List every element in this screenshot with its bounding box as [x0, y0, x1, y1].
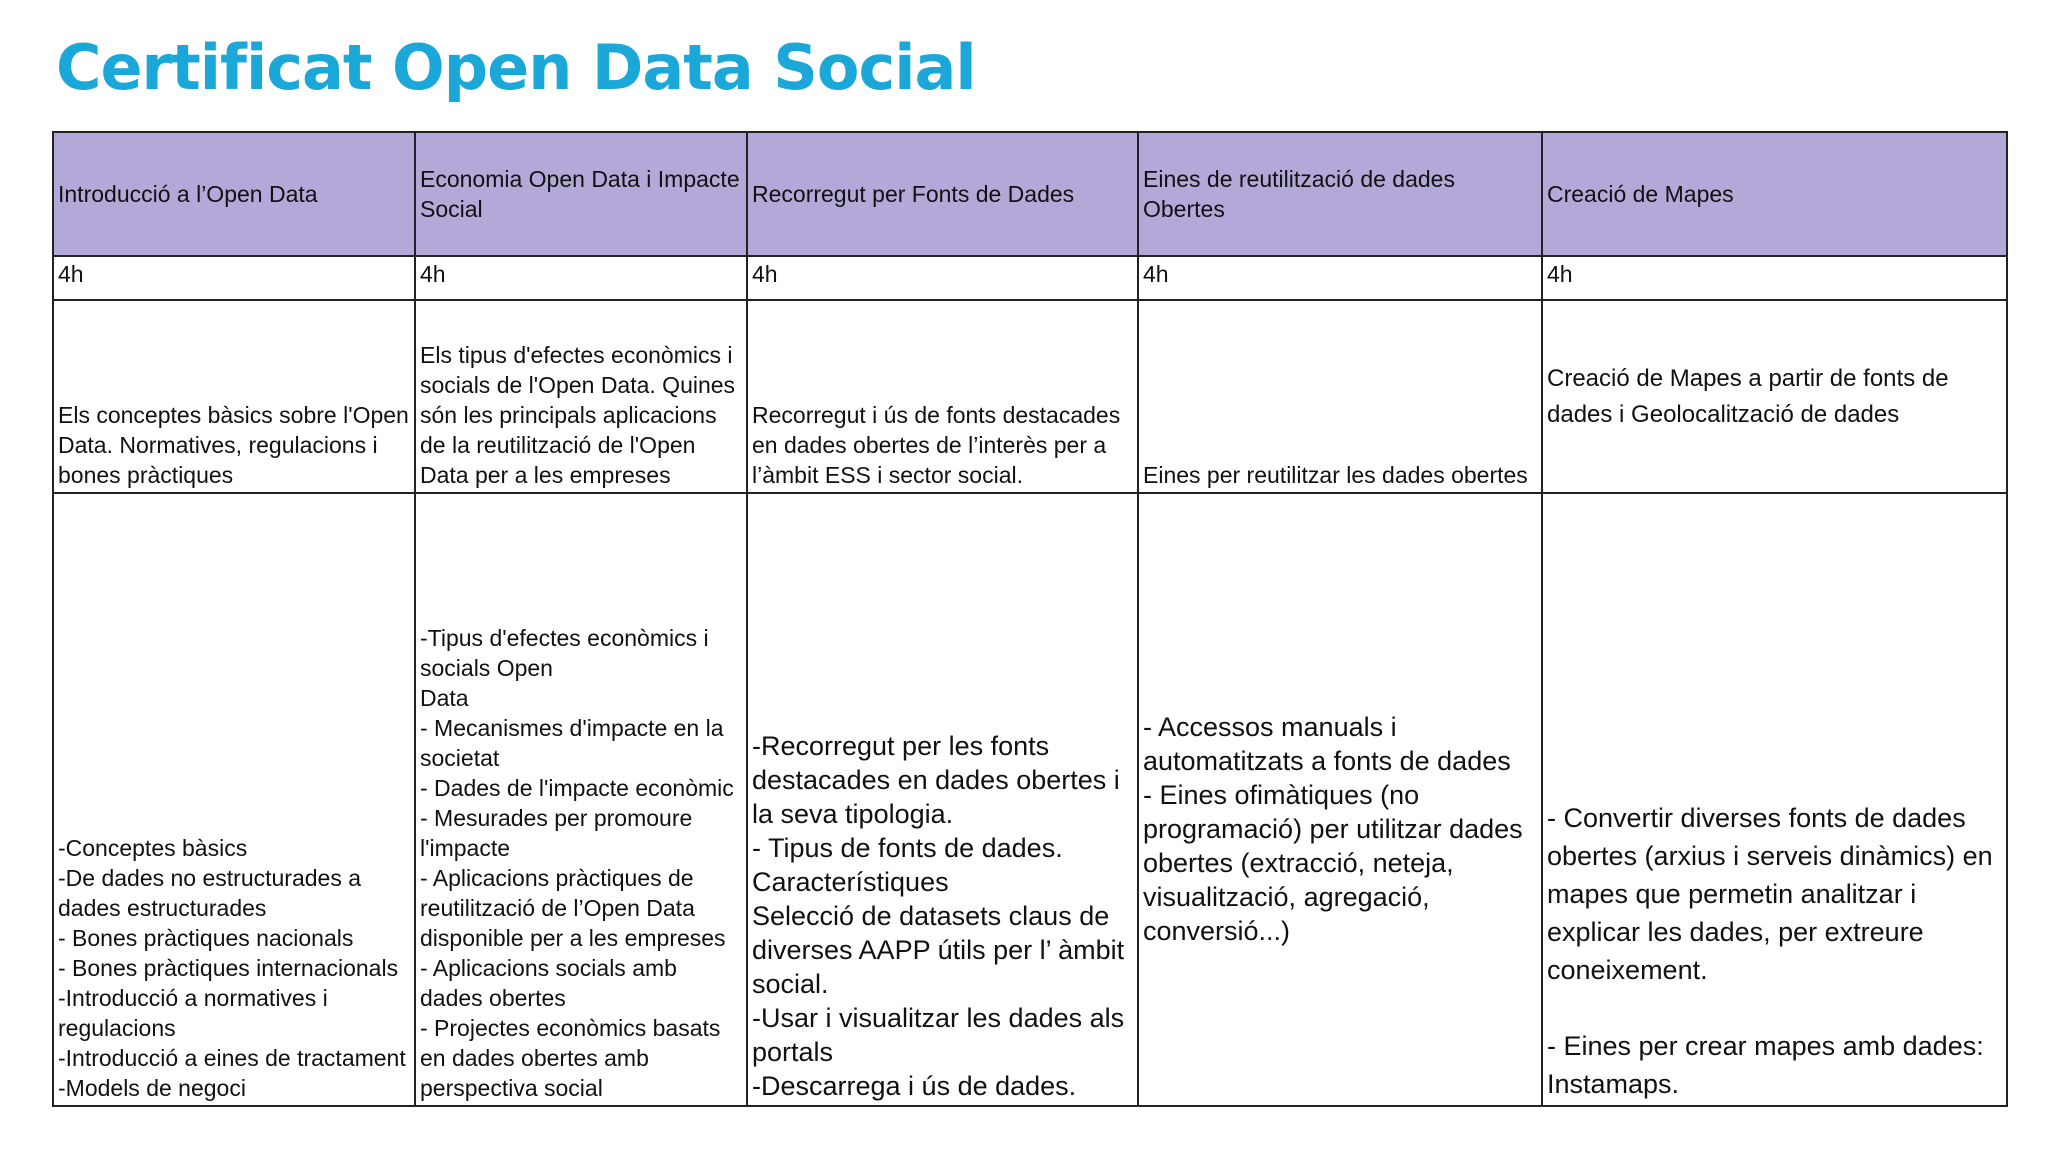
module-summary-cell: Els tipus d'efectes econòmics i socials de l'Open Data. Quines són les principals aplicacions de la reutilització de l'Open Data per a les empreses [415, 300, 747, 493]
course-modules-table [52, 131, 2008, 1107]
module-hours-cell: 4h [747, 256, 1138, 300]
page-title: Certificat Open Data Social [56, 31, 976, 104]
module-hours-cell: 4h [1138, 256, 1542, 300]
module-contents-cell: - Convertir diverses fonts de dades obertes (arxius i serveis dinàmics) en mapes que permetin analitzar i explicar les dades, per extreure coneixement. - Eines per crear mapes amb dades: Instamaps. [1542, 493, 2007, 1106]
module-contents-cell: -Recorregut per les fonts destacades en dades obertes i la seva tipologia. - Tipus de fonts de dades. Característiques Selecció de datasets claus de diverses AAPP útils per l’ àmbit social. -Usar i visualitzar les dades als portals -Descarrega i ús de dades. [747, 493, 1138, 1106]
module-hours-cell: 4h [53, 256, 415, 300]
module-contents-row [53, 493, 2007, 1106]
module-contents-cell: -Conceptes bàsics -De dades no estructurades a dades estructurades - Bones pràctiques nacionals - Bones pràctiques internacionals -Introducció a normatives i regulacions -Introducció a eines de tractament -Models de negoci [53, 493, 415, 1106]
module-contents-cell: -Tipus d'efectes econòmics i socials Open Data - Mecanismes d'impacte en la societat - Dades de l'impacte econòmic - Mesurades per promoure l'impacte - Aplicacions pràctiques de reutilització de l’Open Data disponible per a les empreses - Aplicacions socials amb dades obertes - Projectes econòmics basats en dades obertes amb perspectiva social [415, 493, 747, 1106]
module-name-cell: Economia Open Data i Impacte Social [415, 132, 747, 256]
module-name-cell: Creació de Mapes [1542, 132, 2007, 256]
module-name-cell: Eines de reutilització de dades Obertes [1138, 132, 1542, 256]
module-summary-cell: Eines per reutilitzar les dades obertes [1138, 300, 1542, 493]
module-summary-cell: Recorregut i ús de fonts destacades en dades obertes de l’interès per a l’àmbit ESS i sector social. [747, 300, 1138, 493]
module-summary-cell: Els conceptes bàsics sobre l'Open Data. Normatives, regulacions i bones pràctiques [53, 300, 415, 493]
module-hours-row [53, 256, 2007, 300]
module-names-row [53, 132, 2007, 256]
module-summary-row [53, 300, 2007, 493]
module-name-cell: Recorregut per Fonts de Dades [747, 132, 1138, 256]
module-summary-cell: Creació de Mapes a partir de fonts de dades i Geolocalització de dades [1542, 300, 2007, 493]
module-name-cell: Introducció a l’Open Data [53, 132, 415, 256]
module-contents-cell: - Accessos manuals i automatitzats a fonts de dades - Eines ofimàtiques (no programació) per utilitzar dades obertes (extracció, neteja, visualització, agregació, conversió...) [1138, 493, 1542, 1106]
module-hours-cell: 4h [1542, 256, 2007, 300]
module-hours-cell: 4h [415, 256, 747, 300]
